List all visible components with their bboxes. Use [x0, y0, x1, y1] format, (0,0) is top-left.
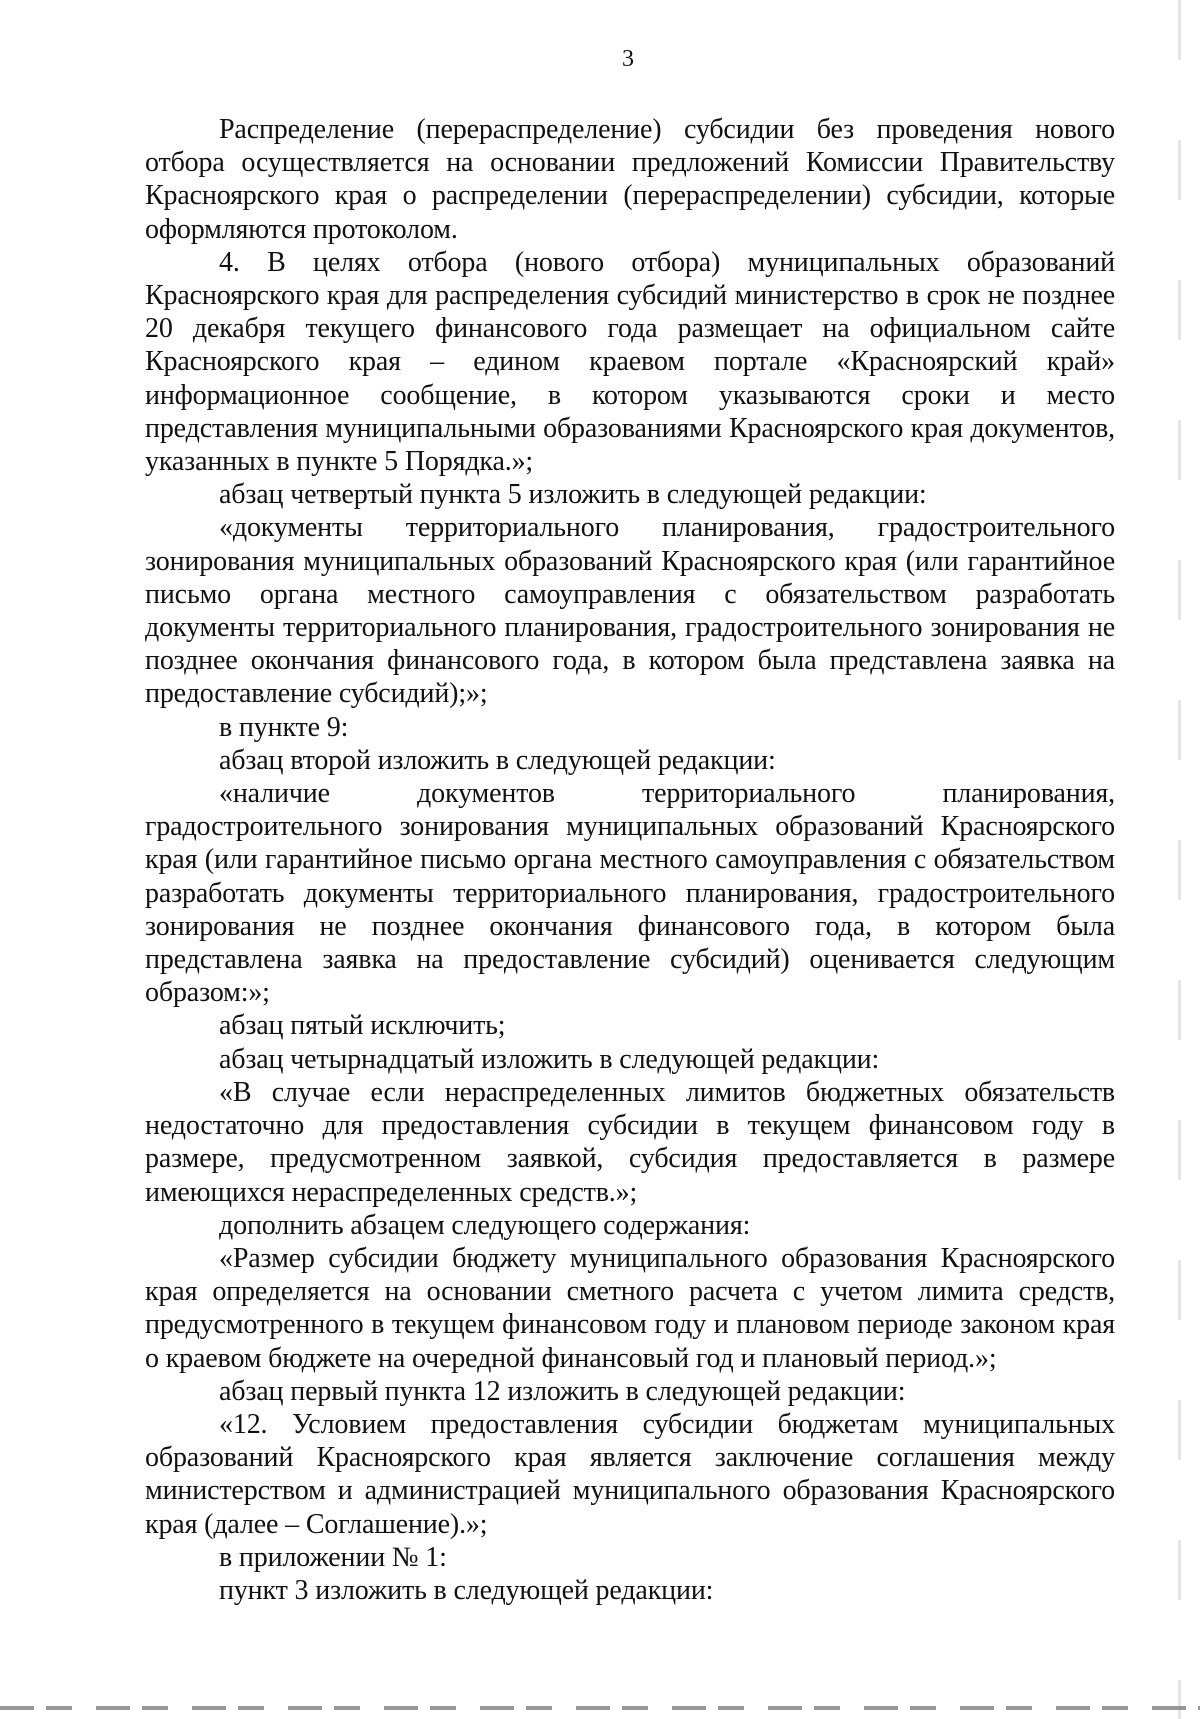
paragraph-redistribution: Распределение (перераспределение) субсидии без проведения нового отбора осуществляется на основании предложений Комиссии Правительству Красноярского края о распределении (перераспределении) субсидии, которые оформляются протоколом.	[145, 114, 1115, 245]
paragraph-instruction-item-12: абзац первый пункта 12 изложить в следующей редакции:	[219, 1375, 906, 1407]
paragraph-quote-subsidy-size: «Размер субсидии бюджету муниципального образования Красноярского края определяется на основании сметного расчета с учетом лимита средств, предусмотренного в текущем финансовом году и плановом периоде законом края о краевом бюджете на очередной финансовый год и плановый период.»;	[145, 1242, 1115, 1374]
scan-right-edge	[1178, 0, 1181, 1719]
paragraph-appendix-1: в приложении № 1:	[219, 1541, 447, 1573]
scan-bottom-edge	[0, 1706, 1200, 1710]
document-body	[145, 113, 1115, 1607]
paragraph-quote-limits: «В случае если нераспределенных лимитов бюджетных обязательств недостаточно для предоставления субсидии в текущем финансовом году в размере, предусмотренном заявкой, субсидия предоставляется в размере имеющихся нераспределенных средств.»;	[145, 1076, 1115, 1208]
paragraph-instruction-second: абзац второй изложить в следующей редакции:	[219, 744, 776, 776]
paragraph-item-9: в пункте 9:	[219, 711, 349, 743]
paragraph-quote-documents: «документы территориального планирования, градостроительного зонирования муниципальных образований Красноярского края (или гарантийное письмо органа местного самоуправления с обязательством разработать документы территориального планирования, градостроительного зонирования не позднее окончания финансового года, в котором была представлена заявка на предоставление субсидий);»;	[145, 512, 1115, 710]
paragraph-quote-availability: «наличие документов территориального планирования, градостроительного зонирования муниципальных образований Красноярского края (или гарантийное письмо органа местного самоуправления с обязательством разработать документы территориального планирования, градостроительного зонирования не позднее окончания финансового года, в котором была представлена заявка на предоставление субсидий) оценивается следующим образом:»;	[145, 778, 1115, 1009]
paragraph-instruction-fourteenth: абзац четырнадцатый изложить в следующей редакции:	[219, 1043, 880, 1075]
paragraph-instruction-item-5: абзац четвертый пункта 5 изложить в следующей редакции:	[219, 479, 927, 511]
paragraph-item-4: 4. В целях отбора (нового отбора) муниципальных образований Красноярского края для распределения субсидий министерство в срок не позднее 20 декабря текущего финансового года размещает на официальном сайте Красноярского края – едином краевом портале «Красноярский край» информационное сообщение, в котором указываются сроки и место представления муниципальными образованиями Красноярского края документов, указанных в пункте 5 Порядка.»;	[145, 246, 1115, 478]
paragraph-add-paragraph: дополнить абзацем следующего содержания:	[219, 1209, 751, 1241]
paragraph-quote-item-12: «12. Условием предоставления субсидии бюджетам муниципальных образований Красноярского края является заключение соглашения между министерством и администрацией муниципального образования Красноярского края (далее – Соглашение).»;	[145, 1408, 1115, 1540]
page-number: 3	[622, 46, 634, 72]
paragraph-instruction-item-3: пункт 3 изложить в следующей редакции:	[219, 1574, 714, 1606]
paragraph-exclude-fifth: абзац пятый исключить;	[219, 1010, 506, 1042]
